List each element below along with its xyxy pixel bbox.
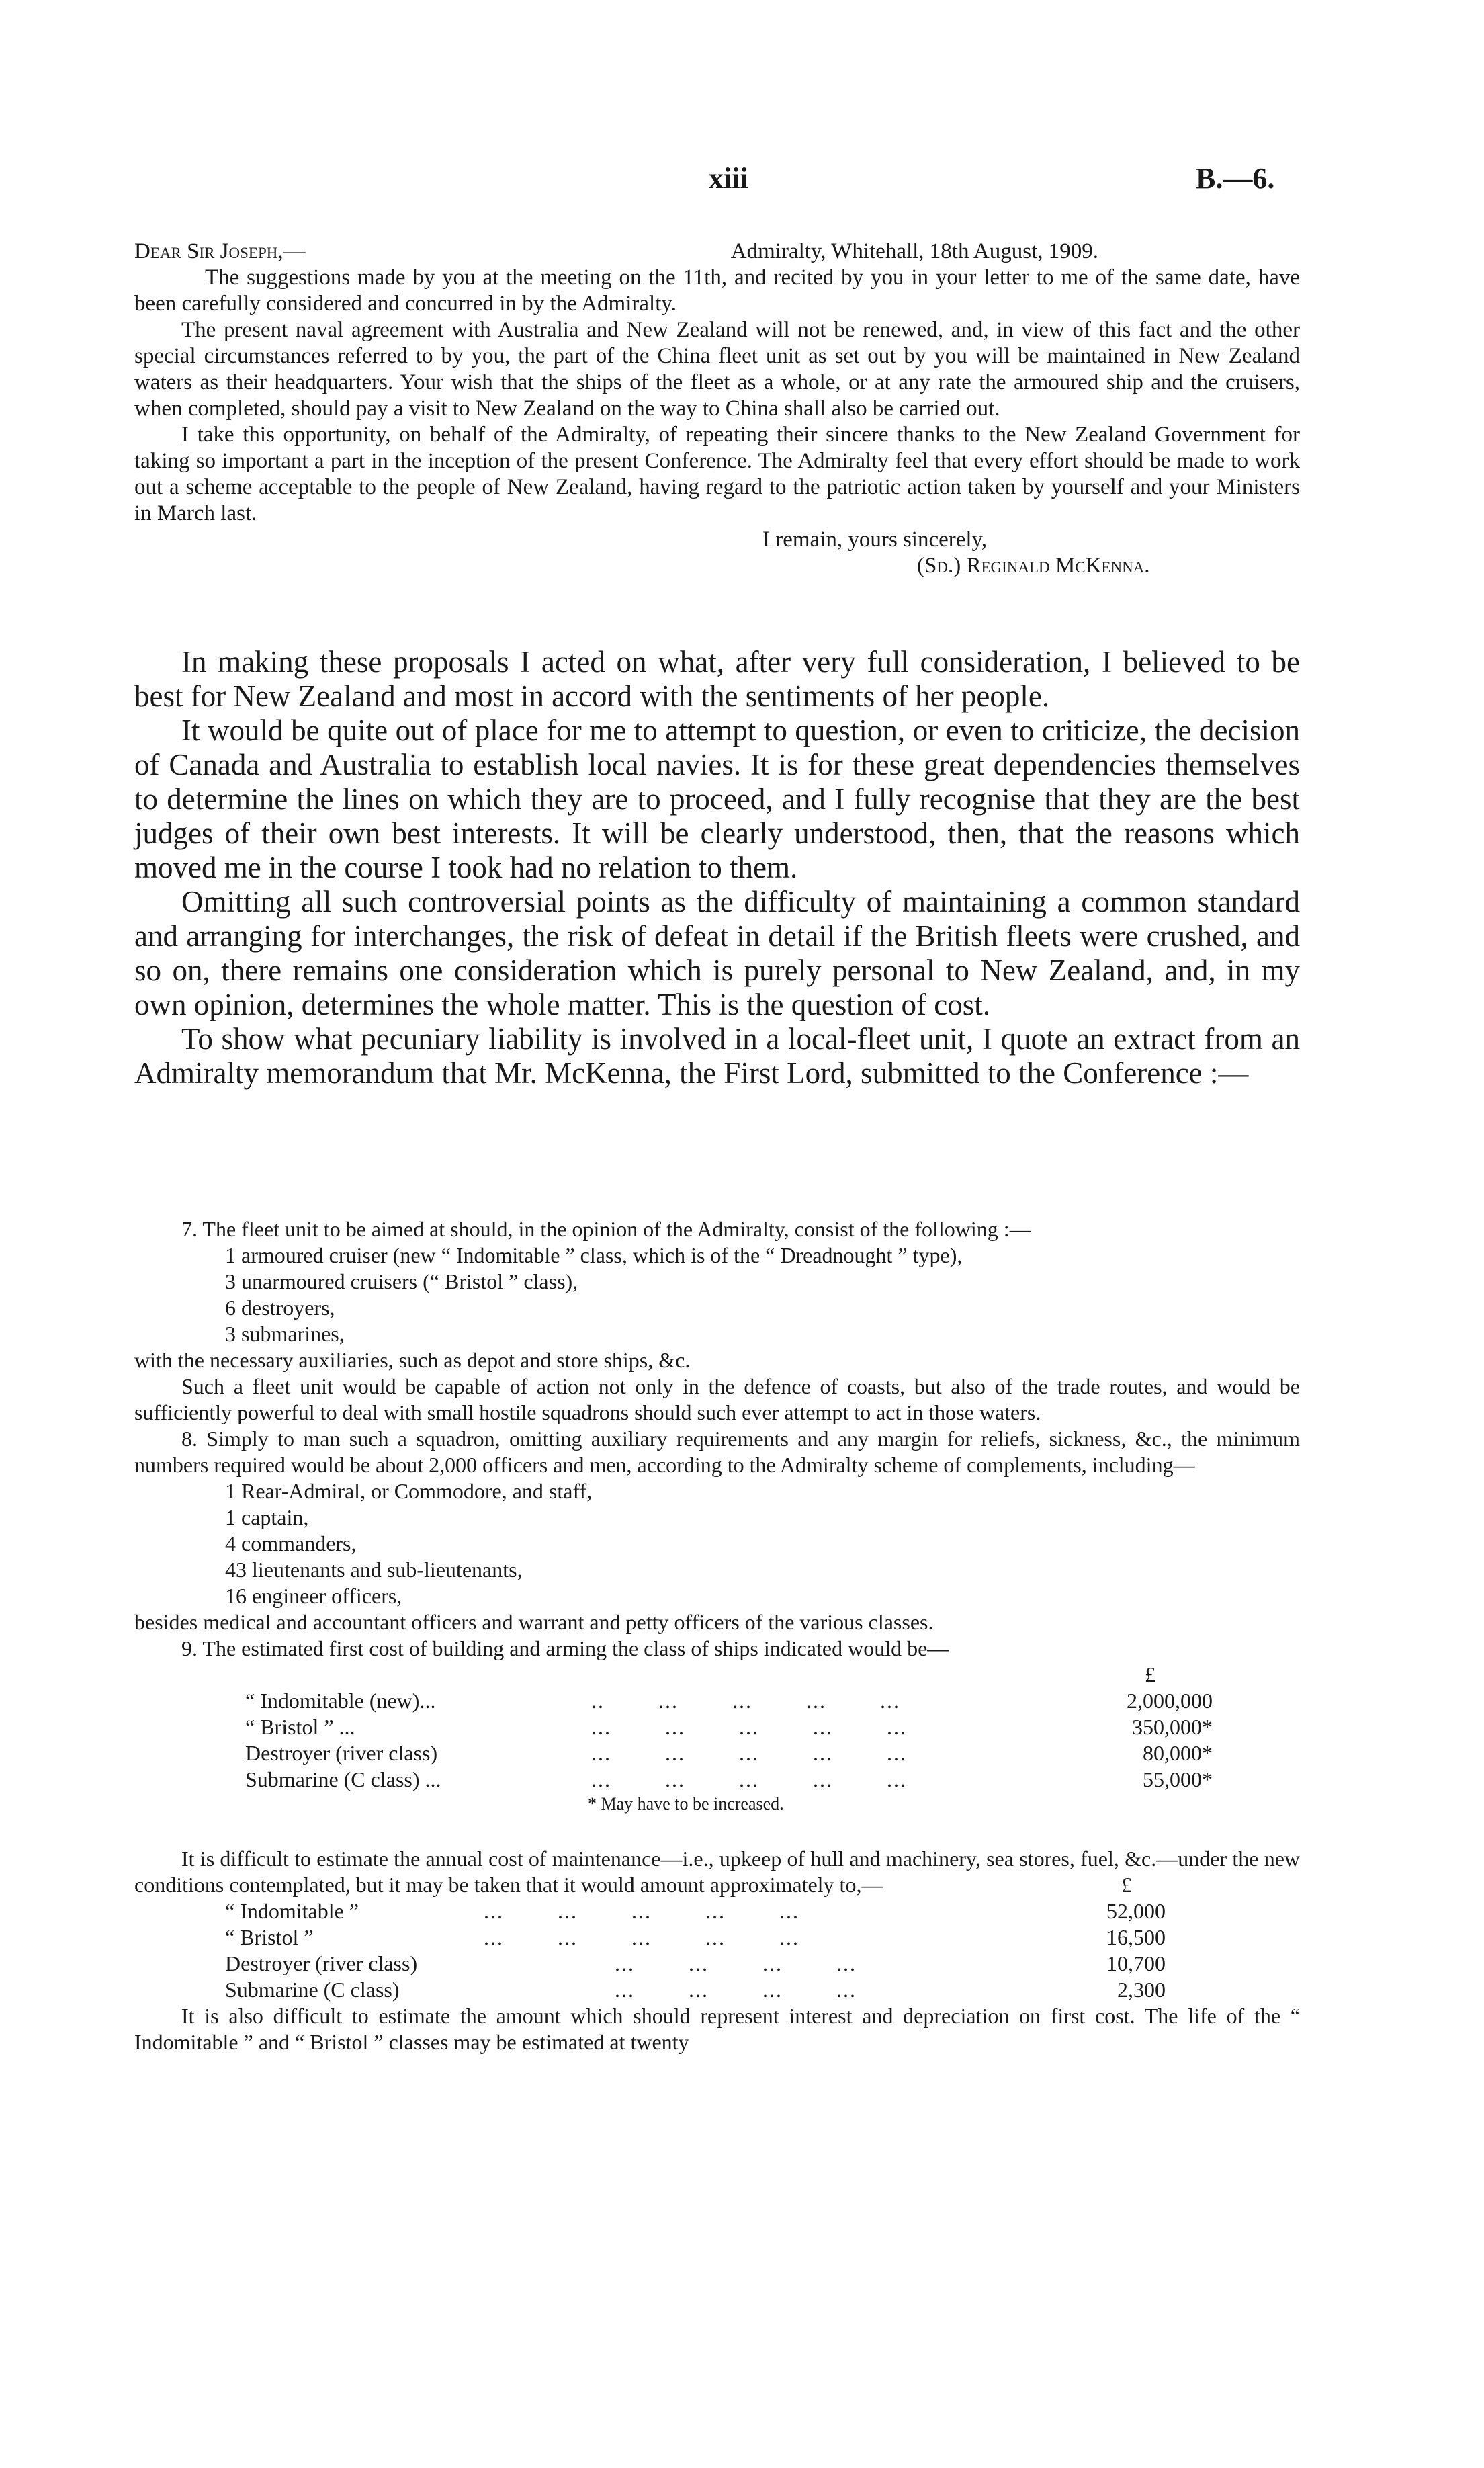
ship-class: Destroyer (river class)	[245, 1741, 438, 1765]
letter-address-date: Admiralty, Whitehall, 18th August, 1909.	[730, 239, 1098, 263]
interest-paragraph: It is also difficult to estimate the amount which should represent interest and depreciation on first cost. The life of the “ Indomitable ” and “ Bristol ” classes may be estimated at twenty	[134, 2004, 1300, 2054]
list-item: 6 destroyers,	[225, 1295, 335, 1320]
table-row	[134, 1977, 1300, 2003]
leader-dots: ... ... ... ... ...	[591, 1715, 907, 1739]
body-paragraph: In making these proposals I acted on what, after very full consideration, I believed to be best for New Zealand and most in accord with the sentiments of her people.	[134, 645, 1300, 713]
maintenance-value: 16,500	[1106, 1925, 1166, 1949]
leader-dots: ... ... ... ...	[615, 1977, 857, 2002]
document-reference: B.—6.	[1196, 162, 1275, 195]
cost-value: 55,000*	[1143, 1767, 1213, 1791]
letter-salutation: Dear Sir Joseph,—	[134, 239, 306, 263]
list-item: 4 commanders,	[225, 1531, 357, 1556]
maintenance-value: 10,700	[1106, 1951, 1166, 1975]
maintenance-table	[134, 1872, 1300, 2003]
table-row	[134, 1688, 1300, 1714]
list-item: 1 Rear-Admiral, or Commodore, and staff,	[225, 1479, 593, 1503]
currency-header-row	[134, 1662, 1300, 1688]
ship-class: Submarine (C class)	[225, 1977, 400, 2002]
memo-text: with the necessary auxiliaries, such as depot and store ships, &c.	[134, 1348, 691, 1372]
maintenance-value: 2,300	[1117, 1977, 1166, 2002]
memorandum-extract	[134, 1216, 1300, 2055]
letter-paragraph: I take this opportunity, on behalf of the Admiralty, of repeating their sincere thanks to the New Zealand Government for taking so important a part in the inception of the present Conference. The Admiralty feel that every effort should be made to work out a scheme acceptable to the people of New Zealand, having regard to the patriotic action taken by yourself and your Ministers in March last.	[134, 423, 1300, 525]
letter-closing: I remain, yours sincerely,	[762, 527, 988, 552]
leader-dots: ... ... ... ... ...	[591, 1767, 907, 1791]
memo-text: besides medical and accountant officers and warrant and petty officers of the various classes.	[134, 1610, 934, 1634]
ship-class: Destroyer (river class)	[225, 1951, 418, 1975]
cost-value: 350,000*	[1132, 1715, 1213, 1739]
table-row	[134, 1767, 1300, 1793]
table-row	[134, 1951, 1300, 1977]
table-row	[134, 1924, 1300, 1951]
table-row	[134, 1740, 1300, 1767]
letter-signature: (Sd.) Reginald McKenna.	[917, 554, 1150, 578]
letter	[134, 239, 1300, 579]
ship-class: “ Indomitable (new)...	[245, 1689, 436, 1713]
table-row	[134, 1898, 1300, 1924]
fleet-list	[134, 1242, 1300, 1347]
list-item: 3 submarines,	[225, 1322, 345, 1346]
list-item: 16 engineer officers,	[225, 1584, 402, 1608]
cost-value: 80,000*	[1143, 1741, 1213, 1765]
officer-list	[134, 1478, 1300, 1609]
letter-paragraph: The present naval agreement with Australia and New Zealand will not be renewed, and, in view of this fact and the other special circumstances referred to by you, the part of the China fleet unit as set out by you will be maintained in New Zealand waters as their headquarters. Your wish that the ships of the fleet as a whole, or at any rate the armoured ship and the cruisers, when completed, should pay a visit to New Zealand on the way to China shall also be carried out.	[134, 318, 1300, 421]
ship-class: Submarine (C class) ...	[245, 1767, 441, 1791]
list-item: 1 captain,	[225, 1505, 309, 1529]
page-number: xiii	[709, 162, 748, 195]
ship-class: “ Bristol ” ...	[245, 1715, 355, 1739]
ship-class: “ Indomitable ”	[225, 1899, 359, 1923]
leader-dots: ... ... ... ...	[615, 1951, 857, 1975]
letter-paragraph: The suggestions made by you at the meeting on the 11th, and recited by you in your letter to me of the same date, have been carefully considered and concurred in by the Admiralty.	[134, 265, 1300, 316]
cost-value: 2,000,000	[1127, 1689, 1213, 1713]
list-item: 1 armoured cruiser (new “ Indomitable ” class, which is of the “ Dreadnought ” type),	[225, 1243, 963, 1267]
list-item: 3 unarmoured cruisers (“ Bristol ” class),	[225, 1269, 578, 1293]
ship-class: “ Bristol ”	[225, 1925, 314, 1949]
leader-dots: ... ... ... ... ...	[484, 1925, 799, 1949]
body-paragraph: It would be quite out of place for me to attempt to question, or even to criticize, the decision of Canada and Australia to establish local navies. It is for these great dependencies themselves to determine the lines on which they are to proceed, and I fully recognise that they are the best judges of their own best interests. It will be clearly understood, then, that the reasons which moved me in the course I took had no relation to them.	[134, 714, 1300, 884]
memo-text: Such a fleet unit would be capable of action not only in the defence of coasts, but also of the trade routes, and would be sufficiently powerful to deal with small hostile squadrons should such ever attempt to act in those waters.	[134, 1374, 1300, 1424]
body-paragraph: To show what pecuniary liability is involved in a local-fleet unit, I quote an extract from an Admiralty memorandum that Mr. McKenna, the First Lord, submitted to the Conference :—	[134, 1022, 1300, 1090]
body-text	[134, 645, 1300, 1091]
leader-dots: ... ... ... ... ...	[484, 1899, 799, 1923]
maintenance-value: 52,000	[1106, 1899, 1166, 1923]
leader-dots: .. ... ... ... ...	[591, 1689, 900, 1713]
list-item: 43 lieutenants and sub-lieutenants,	[225, 1558, 523, 1582]
pound-sign: £	[1121, 1873, 1132, 1897]
memo-paragraph-7: 7. The fleet unit to be aimed at should, in the opinion of the Admiralty, consist of the following :—	[181, 1217, 1031, 1241]
first-cost-table	[134, 1662, 1300, 1793]
leader-dots: ... ... ... ... ...	[591, 1741, 907, 1765]
letter-heading	[134, 239, 1300, 265]
body-paragraph: Omitting all such controversial points as the difficulty of maintaining a common standard and arranging for interchanges, the risk of defeat in detail if the British fleets were crushed, and so on, there remains one consideration which is purely personal to New Zealand, and, in my own opinion, determines the whole matter. This is the question of cost.	[134, 885, 1300, 1021]
footnote: * May have to be increased.	[588, 1794, 784, 1814]
table-row	[134, 1714, 1300, 1740]
currency-header-row	[134, 1872, 1300, 1898]
memo-paragraph-8: 8. Simply to man such a squadron, omitting auxiliary requirements and any margin for reliefs, sickness, &c., the minimum numbers required would be about 2,000 officers and men, according to the Admiralty scheme of complements, including—	[134, 1427, 1300, 1477]
maintenance-intro: It is difficult to estimate the annual cost of maintenance—i.e., upkeep of hull and machinery, sea stores, fuel, &c.—under the new conditions contemplated, but it may be taken that it would amount approximately to,—	[134, 1846, 1300, 1897]
memo-paragraph-9: 9. The estimated first cost of building and arming the class of ships indicated would be—	[181, 1636, 949, 1660]
pound-sign: £	[1145, 1662, 1155, 1687]
